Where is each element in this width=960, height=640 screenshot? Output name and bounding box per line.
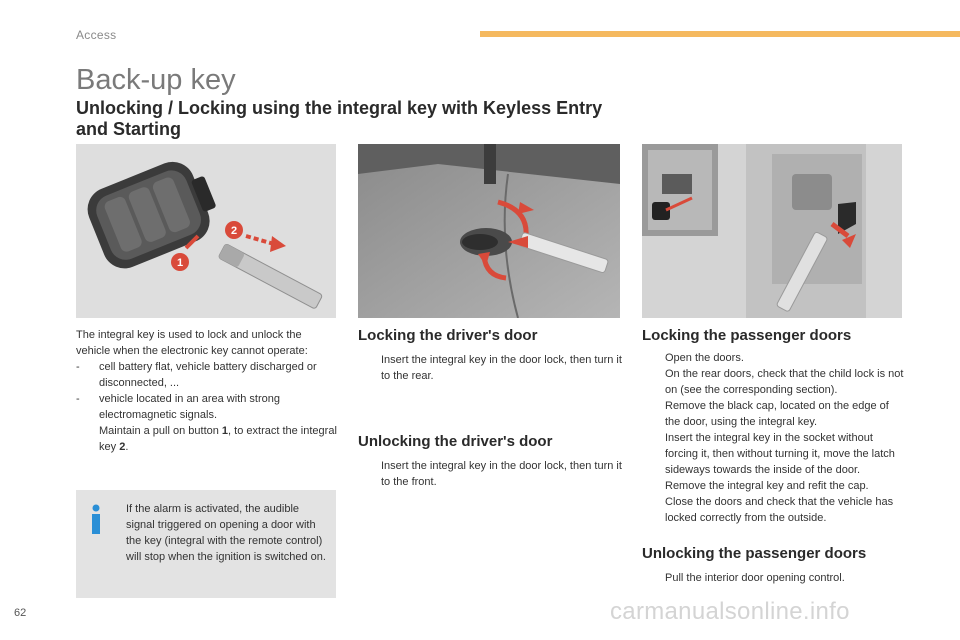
locking-driver-step-text: Insert the integral key in the door lock, then turn it to the rear. xyxy=(381,354,622,382)
intro-dash-item xyxy=(76,359,338,391)
alarm-info-text: If the alarm is activated, the audible signal triggered on opening a door with the key (integral with the remote control) will stop when the ignition is switched on. xyxy=(126,503,326,563)
dash-marker: - xyxy=(76,393,80,405)
page-subtitle: Unlocking / Locking using the integral key with Keyless Entry and Starting xyxy=(76,98,603,139)
callout-2-label: 2 xyxy=(230,225,238,237)
locking-passenger-step-text: On the rear doors, check that the child lock is not on (see the corresponding section). xyxy=(665,368,904,396)
locking-passenger-step-text: Insert the integral key in the socket without forcing it, then without turning it, move the latch sideways towards the inside of the door. xyxy=(665,432,895,476)
intro-step-suffix: . xyxy=(125,441,129,453)
locking-passenger-step-text: Open the doors. xyxy=(665,352,744,364)
section-label: Access xyxy=(76,28,117,42)
unlocking-driver-step xyxy=(358,458,622,490)
intro-paragraph: The integral key is used to lock and unlock the vehicle when the electronic key cannot operate: xyxy=(76,329,308,357)
locking-passenger-step xyxy=(642,350,904,366)
intro-step-prefix: Maintain a pull on button xyxy=(99,425,222,437)
unlocking-driver-heading: Unlocking the driver's door xyxy=(358,433,553,450)
header-accent-bar xyxy=(480,31,960,37)
locking-driver-section xyxy=(358,328,622,384)
page-title: Back-up key xyxy=(76,64,236,96)
locking-passenger-section xyxy=(642,328,904,526)
locking-passenger-heading: Locking the passenger doors xyxy=(642,327,852,344)
intro-step-middle: , to extract the integral key xyxy=(99,425,337,453)
locking-driver-step xyxy=(358,352,622,384)
locking-passenger-step xyxy=(642,478,904,494)
unlocking-driver-section xyxy=(358,434,622,490)
intro-dash-item-text: cell battery flat, vehicle battery discharged or disconnected, ... xyxy=(99,361,317,389)
unlocking-passenger-step xyxy=(642,570,904,586)
dash-marker: - xyxy=(76,361,80,373)
info-icon xyxy=(90,504,102,534)
locking-passenger-step xyxy=(642,430,904,478)
intro-text-block xyxy=(76,327,338,455)
alarm-info-box xyxy=(76,490,336,598)
locking-passenger-step xyxy=(642,398,904,430)
unlocking-driver-step-text: Insert the integral key in the door lock, then turn it to the front. xyxy=(381,460,622,488)
intro-dash-item-text: vehicle located in an area with strong electromagnetic signals. xyxy=(99,393,280,421)
intro-step xyxy=(76,423,338,455)
button-ref: 1 xyxy=(221,425,229,437)
locking-passenger-step-text: Remove the black cap, located on the edge of the door, using the integral key. xyxy=(665,400,889,428)
page-number: 62 xyxy=(14,607,27,619)
locking-passenger-step-text: Remove the integral key and refit the cap. xyxy=(665,480,869,492)
driver-door-figure xyxy=(358,144,620,318)
intro-dash-item xyxy=(76,391,338,423)
key-extraction-figure xyxy=(76,144,336,318)
locking-passenger-step-text: Close the doors and check that the vehicle has locked correctly from the outside. xyxy=(665,496,894,524)
locking-driver-heading: Locking the driver's door xyxy=(358,327,538,344)
locking-passenger-step xyxy=(642,366,904,398)
unlocking-passenger-step-text: Pull the interior door opening control. xyxy=(665,572,845,584)
watermark: carmanualsonline.info xyxy=(610,598,850,625)
callout-1-label: 1 xyxy=(176,257,184,269)
unlocking-passenger-section xyxy=(642,546,904,586)
locking-passenger-step xyxy=(642,494,904,526)
passenger-door-figure xyxy=(642,144,902,318)
unlocking-passenger-heading: Unlocking the passenger doors xyxy=(642,545,867,562)
key-ref: 2 xyxy=(119,441,126,453)
